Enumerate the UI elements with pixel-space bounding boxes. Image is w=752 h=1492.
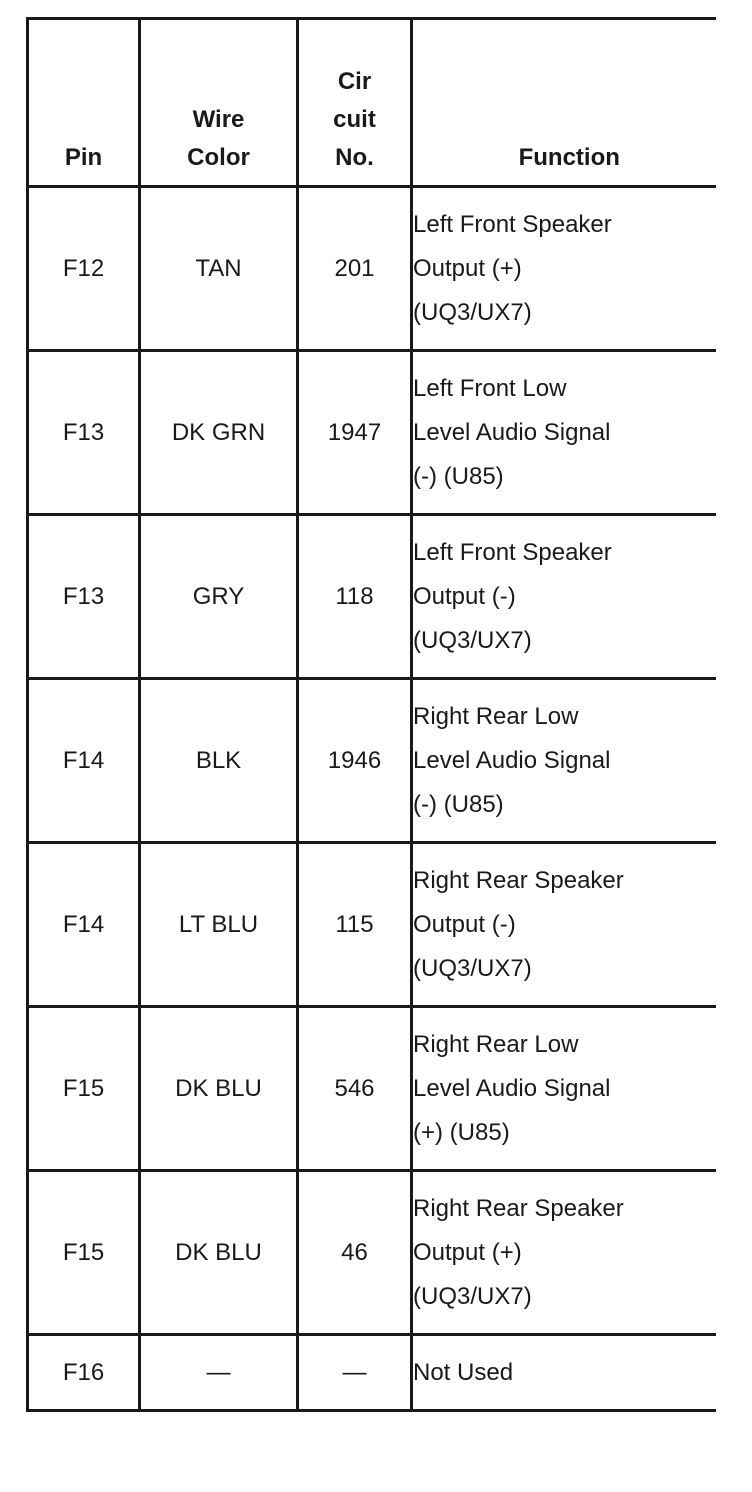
pin-cell: F14	[28, 843, 140, 1007]
pin-cell: F13	[28, 351, 140, 515]
pin-table	[26, 17, 716, 1412]
circuit-cell: 201	[298, 187, 412, 351]
circuit-cell: 115	[298, 843, 412, 1007]
wire-color-cell: GRY	[140, 515, 298, 679]
pin-cell: F15	[28, 1007, 140, 1171]
header-pin: Pin	[28, 19, 140, 187]
function-cell: Right Rear Speaker Output (-) (UQ3/UX7)	[412, 843, 716, 1007]
table-row	[28, 843, 716, 1007]
pin-cell: F14	[28, 679, 140, 843]
pin-cell: F12	[28, 187, 140, 351]
circuit-cell: 46	[298, 1171, 412, 1335]
table-header-row	[28, 19, 716, 187]
pin-cell: F16	[28, 1335, 140, 1411]
table-row	[28, 1007, 716, 1171]
table-row	[28, 187, 716, 351]
function-cell: Left Front Speaker Output (+) (UQ3/UX7)	[412, 187, 716, 351]
wire-color-cell: DK BLU	[140, 1007, 298, 1171]
pin-cell: F13	[28, 515, 140, 679]
function-cell: Left Front Speaker Output (-) (UQ3/UX7)	[412, 515, 716, 679]
circuit-cell: 546	[298, 1007, 412, 1171]
function-cell: Right Rear Low Level Audio Signal (+) (U85)	[412, 1007, 716, 1171]
circuit-cell: 118	[298, 515, 412, 679]
pin-cell: F15	[28, 1171, 140, 1335]
table-row	[28, 1171, 716, 1335]
wire-color-cell: DK GRN	[140, 351, 298, 515]
function-cell: Not Used	[412, 1335, 716, 1411]
wire-color-cell: LT BLU	[140, 843, 298, 1007]
wire-color-cell: TAN	[140, 187, 298, 351]
header-wire-color: Wire Color	[140, 19, 298, 187]
function-cell: Left Front Low Level Audio Signal (-) (U85)	[412, 351, 716, 515]
header-circuit-no: Cir cuit No.	[298, 19, 412, 187]
table-row	[28, 1335, 716, 1411]
circuit-cell: 1946	[298, 679, 412, 843]
wire-color-cell: DK BLU	[140, 1171, 298, 1335]
circuit-cell: 1947	[298, 351, 412, 515]
table-row	[28, 515, 716, 679]
wire-color-cell: BLK	[140, 679, 298, 843]
table-row	[28, 351, 716, 515]
function-cell: Right Rear Low Level Audio Signal (-) (U85)	[412, 679, 716, 843]
function-cell: Right Rear Speaker Output (+) (UQ3/UX7)	[412, 1171, 716, 1335]
wire-color-cell: —	[140, 1335, 298, 1411]
circuit-cell: —	[298, 1335, 412, 1411]
table-row	[28, 679, 716, 843]
header-function: Function	[412, 19, 716, 187]
